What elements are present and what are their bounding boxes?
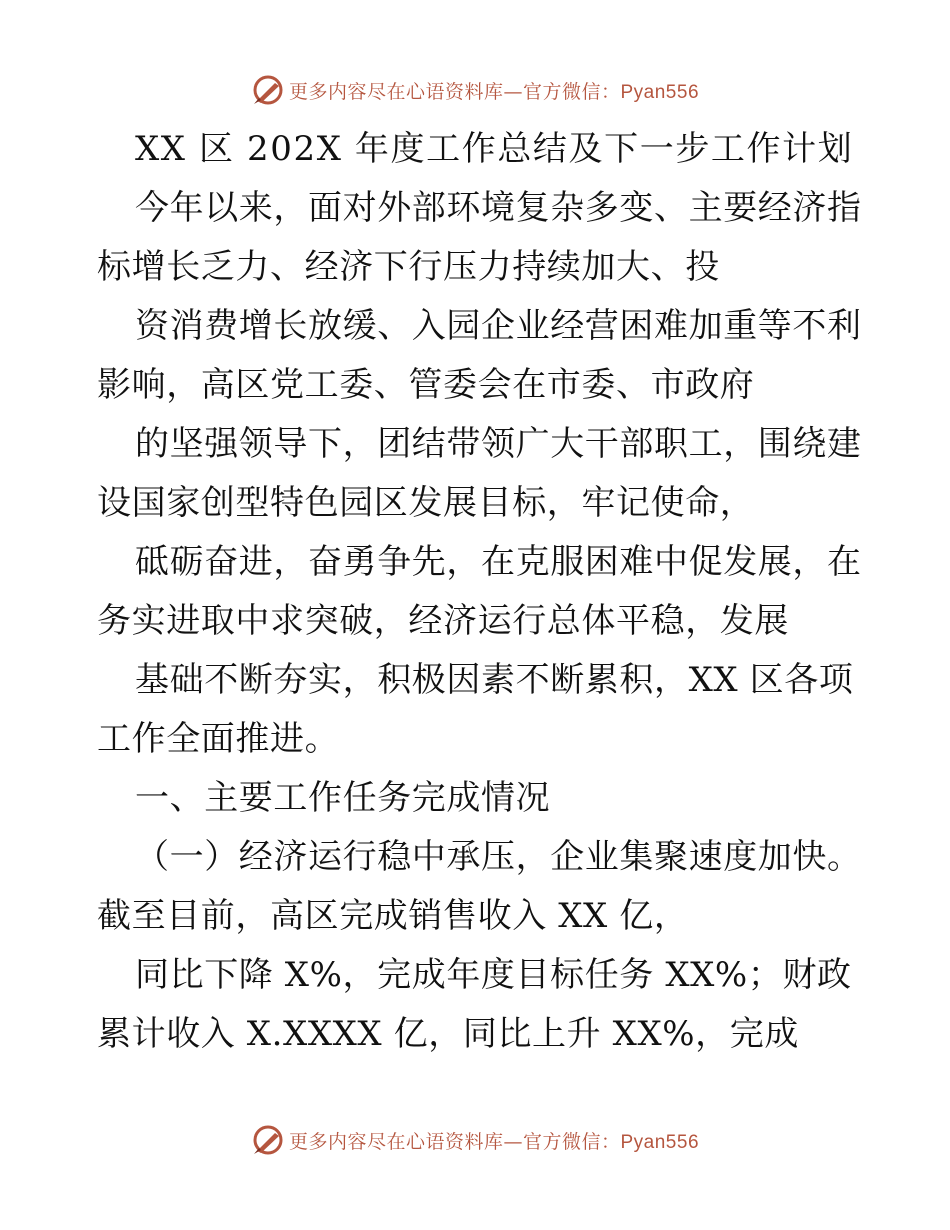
section-heading: 一、主要工作任务完成情况 [135, 778, 551, 818]
paragraph-line: 今年以来，面对外部环境复杂多变、主要经济指 [135, 188, 862, 228]
paragraph-line: 砥砺奋进，奋勇争先，在克服困难中促发展，在 [135, 542, 862, 582]
paragraph-line: 截至目前，高区完成销售收入 XX 亿， [97, 896, 689, 936]
paragraph-line: 资消费增长放缓、入园企业经营困难加重等不利 [135, 306, 862, 346]
paragraph-line: 务实进取中求突破，经济运行总体平稳，发展 [97, 601, 789, 641]
footer-wechat-id: Pyan556 [620, 1131, 700, 1153]
document-title: XX 区 202X 年度工作总结及下一步工作计划 [135, 129, 854, 169]
pen-logo-icon [251, 1123, 285, 1157]
header-wechat-id: Pyan556 [620, 81, 700, 103]
paragraph-line: 累计收入 X.XXXX 亿，同比上升 XX%，完成 [97, 1014, 799, 1054]
header-banner [0, 70, 950, 110]
header-banner-text: 更多内容尽在心语资料库—官方微信：Pyan556 [288, 80, 700, 103]
paragraph-line: 标增长乏力、经济下行压力持续加大、投 [97, 247, 720, 287]
paragraph-line: 基础不断夯实，积极因素不断累积，XX 区各项 [135, 660, 854, 700]
paragraph-line: 设国家创型特色园区发展目标，牢记使命， [97, 483, 755, 523]
paragraph-line: 工作全面推进。 [97, 719, 340, 759]
footer-banner [0, 1120, 950, 1160]
subsection-heading: （一）经济运行稳中承压，企业集聚速度加快。 [135, 837, 862, 877]
document-body [97, 120, 862, 1064]
footer-banner-text: 更多内容尽在心语资料库—官方微信：Pyan556 [288, 1130, 700, 1153]
pen-logo-icon [251, 73, 285, 107]
paragraph-line: 影响，高区党工委、管委会在市委、市政府 [97, 365, 755, 405]
paragraph-line: 同比下降 X%，完成年度目标任务 XX%；财政 [135, 955, 852, 995]
paragraph-line: 的坚强领导下，团结带领广大干部职工，围绕建 [135, 424, 862, 464]
